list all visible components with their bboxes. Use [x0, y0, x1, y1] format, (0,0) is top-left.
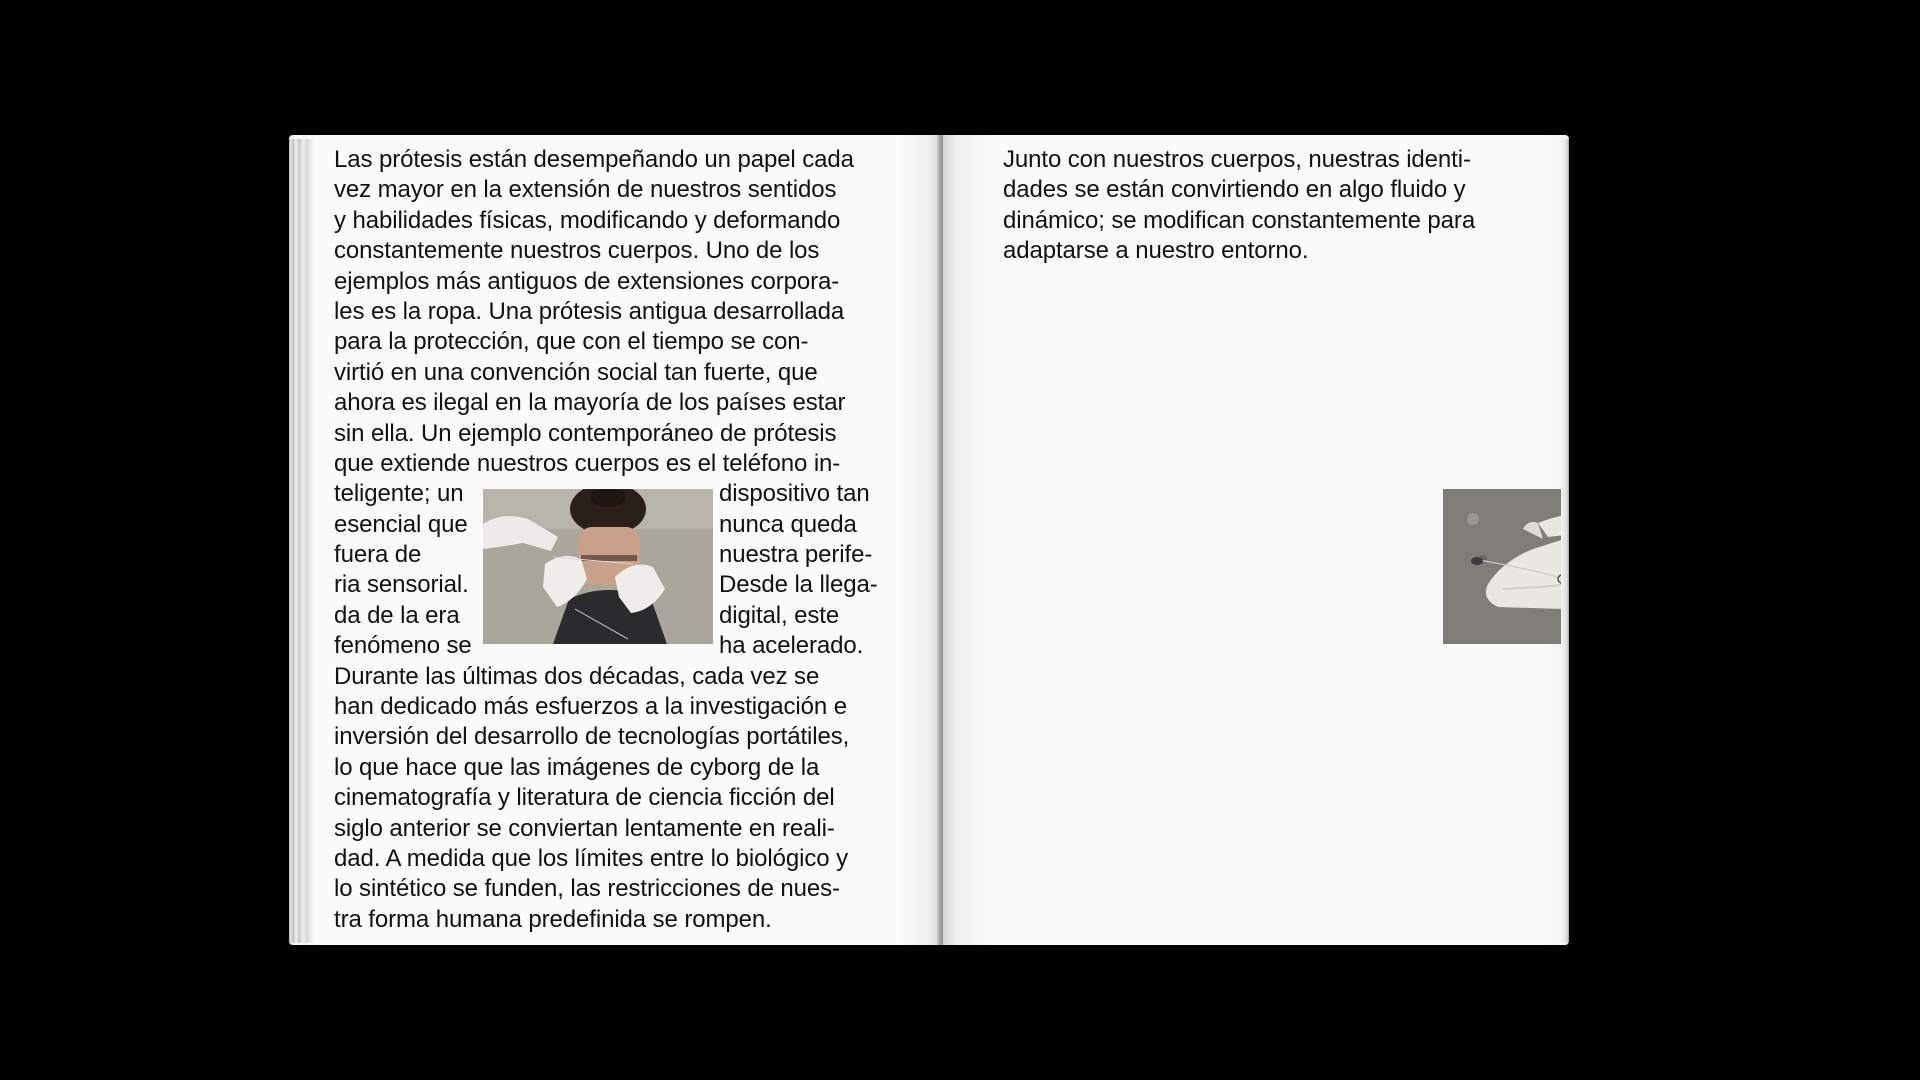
text-line: adaptarse a nuestro entorno. [1003, 237, 1309, 265]
text-line: sin ella. Un ejemplo contemporáneo de prótesis [334, 419, 837, 447]
text-line-right: digital, este [719, 601, 840, 629]
text-line: han dedicado más esfuerzos a la investigación e [334, 693, 847, 721]
text-line: cinematografía y literatura de ciencia ficción del [334, 784, 835, 812]
text-line: dinámico; se modifican constantemente para [1003, 206, 1476, 234]
text-line: ahora es ilegal en la mayoría de los países estar [334, 389, 846, 417]
text-line: Las prótesis están desempeñando un papel cada [334, 146, 854, 173]
text-line-right: ha acelerado. [719, 632, 864, 660]
text-line-left: fuera de [334, 541, 422, 569]
text-line-right: dispositivo tan [719, 480, 870, 508]
text-line-right: nuestra perife- [719, 541, 873, 569]
left-page-edge [289, 139, 313, 943]
text-line-left: ria sensorial. [334, 571, 469, 599]
text-line: que extiende nuestros cuerpos es el teléfono in- [334, 449, 841, 477]
right-page-text [1003, 145, 1543, 267]
glove-photo [1443, 489, 1569, 644]
right-page-edge [1561, 139, 1569, 943]
text-line: para la protección, que con el tiempo se con- [334, 328, 809, 356]
text-line: lo que hace que las imágenes de cyborg de la [334, 753, 820, 781]
text-line: vez mayor en la extensión de nuestros sentidos [334, 176, 837, 204]
text-line: y habilidades físicas, modificando y deformando [334, 206, 841, 234]
haircut-photo [483, 489, 713, 644]
text-line: tra forma humana predefinida se rompen. [334, 905, 772, 933]
text-line-left: fenómeno se [334, 632, 472, 660]
text-line: lo sintético se funden, las restricciones de nues- [334, 875, 840, 903]
text-line: les es la ropa. Una prótesis antigua desarrollada [334, 297, 845, 325]
text-line: dades se están convirtiendo en algo fluido y [1003, 176, 1466, 204]
text-line: ejemplos más antiguos de extensiones corpora- [334, 267, 840, 295]
text-line-left: teligente; un [334, 480, 464, 508]
text-line: Junto con nuestros cuerpos, nuestras identi- [1003, 146, 1471, 173]
text-line: siglo anterior se conviertan lentamente en reali- [334, 814, 835, 842]
left-page [289, 135, 941, 945]
text-line: inversión del desarrollo de tecnologías portátiles, [334, 723, 850, 751]
text-line: Durante las últimas dos décadas, cada vez se [334, 662, 820, 690]
text-line: constantemente nuestros cuerpos. Uno de los [334, 237, 820, 265]
book-spread [289, 135, 1569, 945]
right-page [943, 135, 1569, 945]
text-line: dad. A medida que los límites entre lo biológico y [334, 844, 848, 872]
text-line: virtió en una convención social tan fuerte, que [334, 358, 818, 386]
text-line-right: Desde la llega- [719, 571, 878, 599]
text-line-left: da de la era [334, 601, 460, 629]
text-line-right: nunca queda [719, 510, 857, 538]
text-line-left: esencial que [334, 510, 468, 538]
